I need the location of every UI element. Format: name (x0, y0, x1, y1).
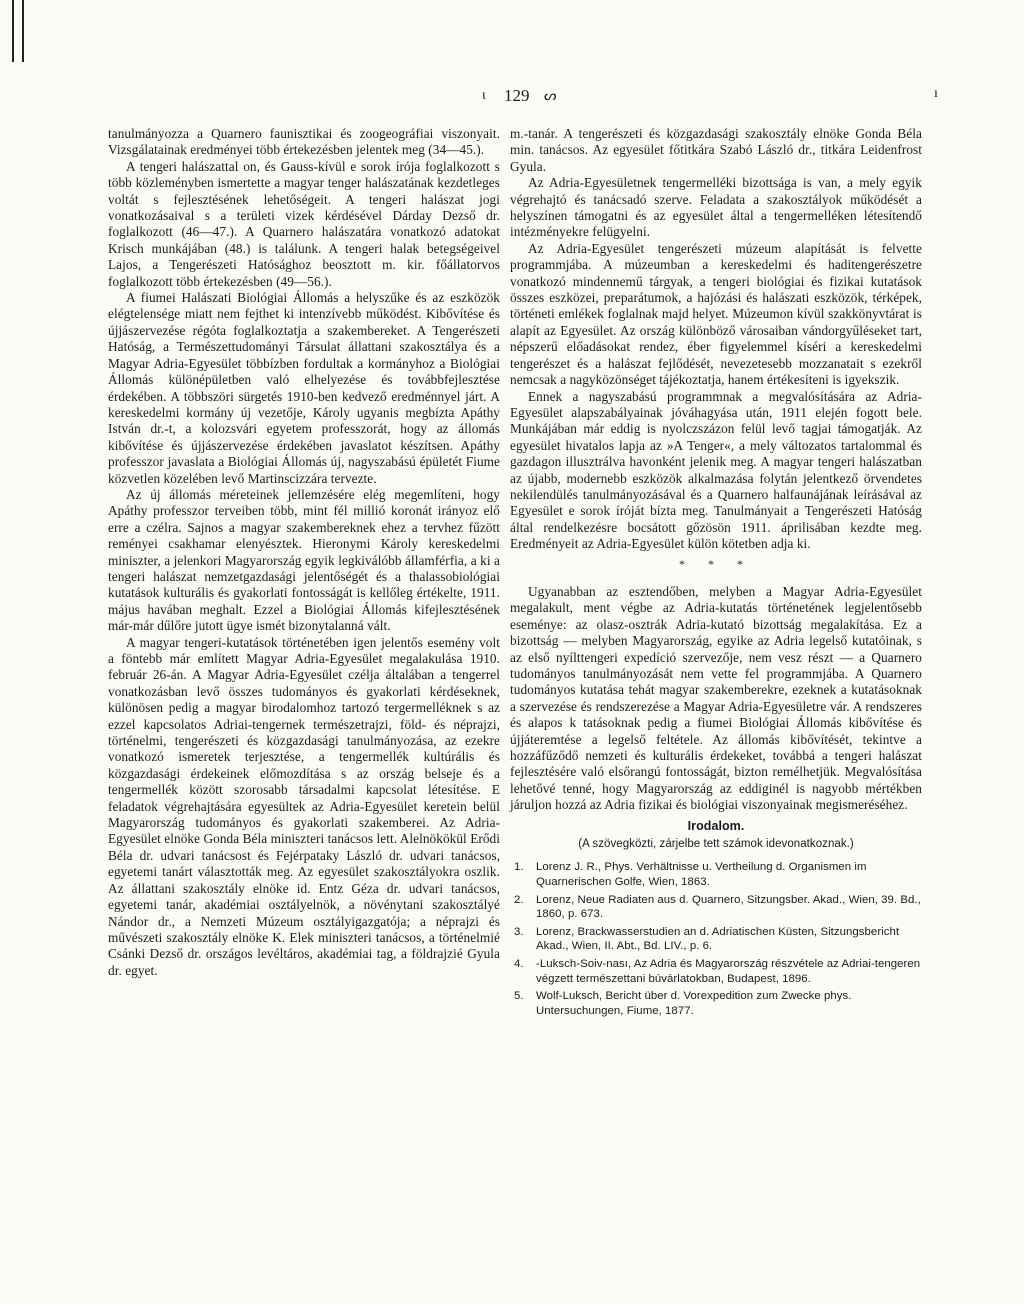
literature-title: Irodalom. (687, 818, 745, 833)
margin-rule-right (22, 0, 24, 62)
reference-text: Lorenz J. R., Phys. Verhältnisse u. Vertheilung d. Organismen im Quarnerischen Golfe, Wien, 1863. (536, 861, 867, 889)
reference-text: Wolf-Luksch, Bericht über d. Vorexpedition zum Zwecke phys. Untersuchungen, Fiume, 1877. (536, 990, 852, 1017)
header-ornament: ᔕ (544, 89, 557, 104)
reference-item (510, 957, 922, 986)
reference-item (510, 989, 922, 1018)
paragraph: Az Adria-Egyesület tengerészeti múzeum alapítását is felvette programmjába. A múzeumban a kereskedelmi és haditengerészetre vonatkozó mindennemű tárgyak, a tengeri biológiai és fizikai kutatások összes eszközei, preparátumok, a hajózási és halászati eszközök, térképek, történeti emlékek foglalnak majd helyet. Múzeumon kívül szakkönyvtárat is alapít az Egyesület. Az ország különböző városaiban vándorgyűléseket tart, népszerű előadásokat rendez, éber figyelemmel kíséri a kereskedelmi tengerészet és a halászat fejlődését, nevezetesebb mozzanatait s ezekről nemcsak a nagyközönséget tájékoztatja, hanem értékesíteni is igyekszik. (510, 240, 922, 388)
literature-subtitle: (A szövegközti, zárjelbe tett számok idevonatkoznak.) (578, 838, 854, 851)
reference-text: -Luksch-Soiv-nası, Az Adria és Magyarország részvétele az Adriai-tengeren végzett természettani búvárlatokban, Budapest, 1896. (536, 958, 921, 985)
paragraph: A magyar tengeri-kutatások történetében igen jelentős esemény volt a föntebb már említett Magyar Adria-Egyesület megalakulása 1910. február 26-án. A Magyar Adria-Egyesület czélja általában a tengerrel vonatkozásban levő összes tudományos és gyakorlati kérdéseknek, különösen pedig a magyar birodalomhoz tartozó tergermelléknek s az ezzel kapcsolatos Adriai-tengernek természetrajzi, föld- és néprajzi, történelmi, tengerészeti és közgazdasági tanulmányozása, az ezekre vonatkozó ismeretek terjesztése, a tengermellék kultúrális és közgazdasági érdekeinek előmozdítása s az ország belseje és a tengermellék között szorosabb társadalmi kapcsolat létesítése. E feladatok végrehajtására egyesültek az Adria-Egyesület keretein belül Magyarország tudományos és gyakorlati szakemberei. Az Adria-Egyesület elnöke Gonda Béla miniszteri tanácsos lett. Alelnökökül Erődi Béla dr. udvari tanácsost és Fejérpataky László dr. udvari tanácsos, egyetemi tanárt választották meg. Az egyesület szakosztályokra oszlik. Az állattani szakosztály elnöke id. Entz Géza dr. udvari tanácsos, egyetemi tanár, akadémiai osztályelnök, a növénytani szakosztályé Nándor dr., a Nemzeti Múzeum osztályigazgatója; a néprajzi és művészeti szakosztály elnöke K. Elek miniszteri tanácsos, a történelmié Csánki Dezső dr. országos levéltáros, akadémiai tag, a földrajzié Gyula dr. egyet. (108, 634, 500, 978)
margin-rule-left (12, 0, 14, 62)
paragraph: Ennek a nagyszabású programmnak a megvalósítására az Adria-Egyesület alapszabályainak jóváhagyása után, 1911 elején fogott bele. Munkájában már eddig is nyolczszázon felül levő tagjai támogatják. Az egyesület hivatalos lapja az »A Tenger«, a mely változatos tartalommal és gazdagon illusztrálva havonként jelenik meg. A magyar tengeri halászatban az újabb, modernebb eszközök alkalmazása folytán jelentkező örvendetes nekilendülés tanulmányozásával és a Quarnero halfaunájának leírásával az Egyesület e sorok íróját bízta meg. Tanulmányait a Tengerészeti Hatóság által rendelkezésre bocsátott gőzösön 1911. áprilisában kezdte meg. Eredményeit az Adria-Egyesület külön kötetben adja ki. (510, 388, 922, 552)
reference-text: Lorenz, Neue Radiaten aus d. Quarnero, Sitzungsber. Akad., Wien, 39. Bd., 1860, p. 673. (536, 893, 921, 921)
reference-number: 3. (514, 925, 524, 938)
paragraph: tanulmányozza a Quarnero faunisztikai és zoogeográfiai viszonyait. Vizsgálatainak eredményei több értekezésben jelentek meg (34—45.). (108, 126, 500, 158)
header-mark: ι (482, 88, 486, 103)
reference-text: Lorenz, Brackwasserstudien an d. Adriatischen Küsten, Sitzungsbericht Akad., Wien, II. Abt., Bd. LIV., p. 6. (536, 925, 900, 953)
paragraph: Az új állomás méreteinek jellemzésére elég megemlíteni, hogy Apáthy professzor terveiben több, mint fél millió koronát irányoz elő erre a czélra. Sajnos a magyar szakembereknek ehez a tervhez fűzött reményei csakhamar elenyésztek. Hieronymi Károly kereskedelmi miniszter, a jelenkori Magyarország egyik legkiválóbb államférfia, a ki a tengeri halászat nemzetgazdasági jelentőségét és a thalassobiológiai kutatások kulturális és gyakorlati fontosságát is kellőleg értékelte, 1911. május havában meghalt. Ezzel a Biológiai Állomás kifejlesztésének már-már dűlőre jutott ügye ismét bizonytalanná vált. (108, 486, 500, 634)
reference-number: 1. (514, 861, 524, 874)
reference-number: 2. (514, 893, 524, 906)
reference-item (510, 893, 922, 922)
reference-item (510, 925, 922, 954)
page-header (470, 86, 590, 108)
paragraph: Az Adria-Egyesületnek tengermelléki bizottsága is van, a mely egyik végrehajtó és tanácsadó szerve. Feladata a szakosztályok működését a helyszínen támogatni és az egyesület által a tengermelléken létesítendő intézményekre felügyelni. (510, 175, 922, 240)
paragraph: A fiumei Halászati Biológiai Állomás a helyszűke és az eszközök elégtelensége miatt nem fejthet ki intenzívebb működést. Kibővítése és újjászervezése régóta foglalkoztatja a szakembereket. A Tengerészeti Hatóság, a Természettudományi Társulat állattani szakosztálya és a Magyar Adria-Egyesület többízben fordultak a kormányhoz a Biológiai Állomás különépületben való elhelyezése és továbbfejlesztése érdekében. A többszöri sürgetés 1910-ben kedvező eredménnyel járt. A kereskedelmi kormány új vezetője, Károly ugyanis megbízta Apáthy István dr.-t, a kolozsvári egyetem professzorát, hogy az állomás kibővítése és újjászervezése érdekében javaslatot készítsen. Apáthy professzor javaslata a Biológiai Állomás új, nagyszabású épületét Fiume közvetlen közelében levő Martinscizzára tervezte. (108, 290, 500, 486)
page-number: 129 (504, 86, 530, 105)
reference-list (510, 860, 922, 1018)
reference-number: 4. (514, 958, 524, 971)
left-column (108, 126, 500, 979)
edge-mark: ı (934, 86, 938, 101)
paragraph: A tengeri halászattal on, és Gauss-kívül e sorok írója foglalkozott s több közleményben ismertette a magyar tenger halászatának kezdetleges voltát s fejlesztésének lehetőségeit. A tengeri halászat jogi vonatkozásaival s a területi vizek kérdésével Dárday Dezső dr. foglalkozott (46—47.). A Quarnero halászatára vonatkozó adatokat Krisch munkájában (48.) is találunk. A tengeri halak betegségeivel Lajos, a Tengerészeti Hatósághoz beosztott m. kir. főállatorvos foglalkozott több értekezésben (49—56.). (108, 158, 500, 289)
reference-number: 5. (514, 990, 524, 1003)
section-separator: * * * (679, 556, 753, 571)
paragraph: Ugyanabban az esztendőben, melyben a Magyar Adria-Egyesület megalakult, ment végbe az Adria-kutatás történetének legjelentősebb eseménye: az olasz-osztrák Adria-kutató bizottság megalakítása. Ez a bizottság — melyben Magyarország, egyike az Adria legelső kutatóinak, s az első nyílttengeri expedíció szervezője, nem vesz részt — a Quarnero tudományos tanulmányozását nem vette fel programmjába. A Quarnero tudományos kutatása tehát magyar szakemberekre, ezeknek a kutatásoknak a szervezése és rendszerezése a Magyar Adria-Egyesületre vár. A rendszeres és alapos k tatásoknak pedig a fiumei Biológiai Állomás kibővítése és újjáteremtése a legelső feltétele. Az állomás kibővítését, tekintve a hozzáfűződő nemzeti és kulturális érdekeket, továbbá a tengeri halászat fejlesztésére való elsőrangú fontosságát, bizton remélhetjük. Megvalósítása lehetővé tenné, hogy Magyarország az eddiginél is nagyobb mértékben járuljon hozzá az Adria fizikai és biológiai viszonyainak megismeréséhez. (510, 583, 922, 813)
paragraph: m.-tanár. A tengerészeti és közgazdasági szakosztály elnöke Gonda Béla min. tanácsos. Az egyesület főtitkára Szabó László dr., titkára Leidenfrost Gyula. (510, 126, 922, 174)
reference-item (510, 860, 922, 889)
right-column (510, 126, 922, 1021)
